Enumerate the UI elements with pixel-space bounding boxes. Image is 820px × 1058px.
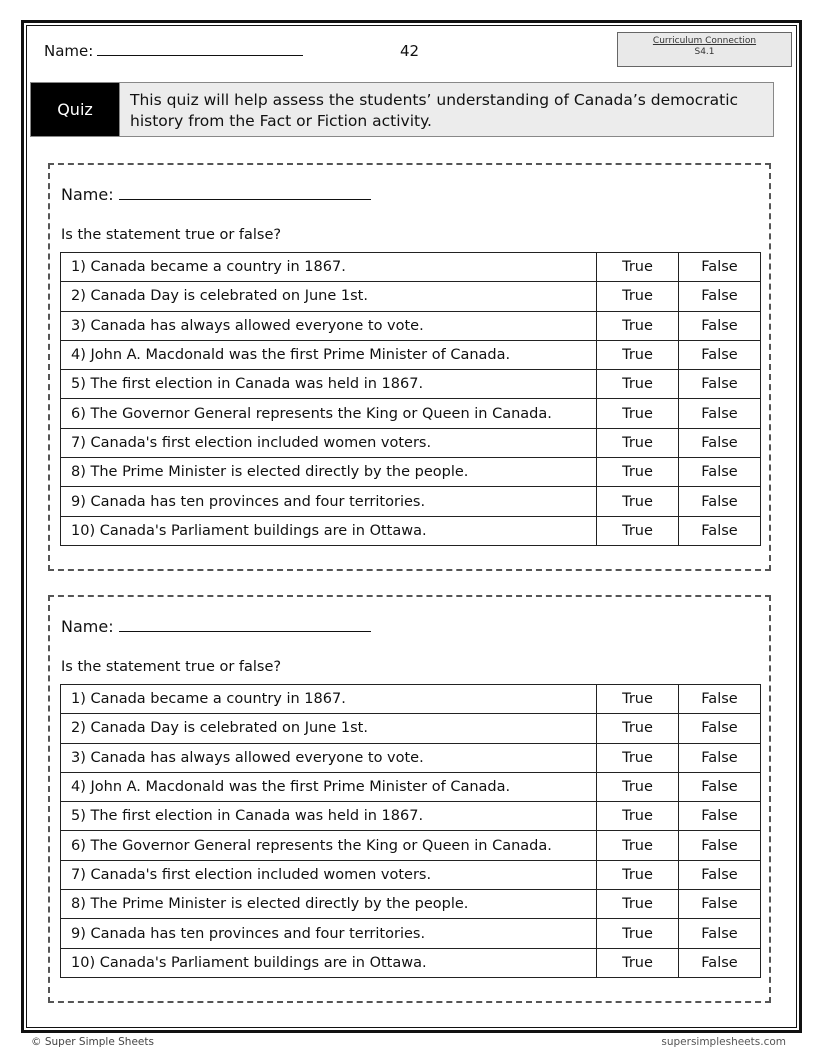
quiz-name-blank-line[interactable]: [119, 187, 371, 200]
true-option[interactable]: True: [597, 458, 679, 487]
question-row: [61, 860, 761, 889]
question-statement: 9) Canada has ten provinces and four territories.: [61, 919, 597, 948]
quiz-name-label: Name:: [61, 185, 114, 204]
question-statement: 10) Canada's Parliament buildings are in Ottawa.: [61, 948, 597, 977]
false-option[interactable]: False: [679, 253, 761, 282]
true-option[interactable]: True: [597, 743, 679, 772]
true-option[interactable]: True: [597, 772, 679, 801]
question-row: [61, 743, 761, 772]
question-statement: 7) Canada's first election included women voters.: [61, 860, 597, 889]
question-row: [61, 399, 761, 428]
false-option[interactable]: False: [679, 772, 761, 801]
question-statement: 3) Canada has always allowed everyone to vote.: [61, 311, 597, 340]
question-row: [61, 516, 761, 545]
quiz-name-field: [61, 617, 371, 636]
true-option[interactable]: True: [597, 948, 679, 977]
false-option[interactable]: False: [679, 311, 761, 340]
question-statement: 7) Canada's first election included women voters.: [61, 428, 597, 457]
false-option[interactable]: False: [679, 890, 761, 919]
true-option[interactable]: True: [597, 860, 679, 889]
quiz-copy-2: [48, 595, 771, 1003]
false-option[interactable]: False: [679, 948, 761, 977]
question-row: [61, 890, 761, 919]
question-statement: 1) Canada became a country in 1867.: [61, 685, 597, 714]
student-name-field: [44, 42, 303, 60]
question-statement: 4) John A. Macdonald was the first Prime Minister of Canada.: [61, 340, 597, 369]
name-blank-line[interactable]: [97, 43, 303, 56]
true-option[interactable]: True: [597, 311, 679, 340]
false-option[interactable]: False: [679, 919, 761, 948]
question-table: [60, 252, 761, 546]
question-statement: 8) The Prime Minister is elected directly by the people.: [61, 458, 597, 487]
curriculum-connection-title: Curriculum Connection: [652, 36, 757, 46]
question-statement: 9) Canada has ten provinces and four territories.: [61, 487, 597, 516]
question-statement: 6) The Governor General represents the King or Queen in Canada.: [61, 831, 597, 860]
false-option[interactable]: False: [679, 282, 761, 311]
name-label: Name:: [44, 42, 94, 60]
question-row: [61, 487, 761, 516]
question-row: [61, 919, 761, 948]
true-option[interactable]: True: [597, 831, 679, 860]
false-option[interactable]: False: [679, 516, 761, 545]
question-statement: 5) The first election in Canada was held in 1867.: [61, 370, 597, 399]
quiz-name-label: Name:: [61, 617, 114, 636]
question-row: [61, 685, 761, 714]
true-option[interactable]: True: [597, 685, 679, 714]
true-option[interactable]: True: [597, 714, 679, 743]
true-option[interactable]: True: [597, 487, 679, 516]
question-row: [61, 948, 761, 977]
question-row: [61, 428, 761, 457]
false-option[interactable]: False: [679, 340, 761, 369]
question-row: [61, 802, 761, 831]
question-statement: 2) Canada Day is celebrated on June 1st.: [61, 282, 597, 311]
question-statement: 6) The Governor General represents the King or Queen in Canada.: [61, 399, 597, 428]
quiz-name-field: [61, 185, 371, 204]
quiz-label: Quiz: [31, 83, 119, 136]
copyright-text: © Super Simple Sheets: [31, 1036, 154, 1048]
question-row: [61, 714, 761, 743]
question-row: [61, 772, 761, 801]
false-option[interactable]: False: [679, 685, 761, 714]
false-option[interactable]: False: [679, 428, 761, 457]
website-text: supersimplesheets.com: [661, 1036, 786, 1048]
question-statement: 5) The first election in Canada was held in 1867.: [61, 802, 597, 831]
true-option[interactable]: True: [597, 919, 679, 948]
true-option[interactable]: True: [597, 516, 679, 545]
question-row: [61, 282, 761, 311]
quiz-name-blank-line[interactable]: [119, 619, 371, 632]
curriculum-connection-box: [617, 32, 792, 67]
false-option[interactable]: False: [679, 370, 761, 399]
question-statement: 2) Canada Day is celebrated on June 1st.: [61, 714, 597, 743]
curriculum-code: S4.1: [694, 47, 715, 57]
question-row: [61, 311, 761, 340]
false-option[interactable]: False: [679, 399, 761, 428]
question-row: [61, 340, 761, 369]
true-option[interactable]: True: [597, 370, 679, 399]
true-option[interactable]: True: [597, 253, 679, 282]
quiz-copy-1: [48, 163, 771, 571]
false-option[interactable]: False: [679, 802, 761, 831]
true-option[interactable]: True: [597, 802, 679, 831]
false-option[interactable]: False: [679, 831, 761, 860]
question-statement: 3) Canada has always allowed everyone to vote.: [61, 743, 597, 772]
question-row: [61, 370, 761, 399]
false-option[interactable]: False: [679, 458, 761, 487]
quiz-instruction: Is the statement true or false?: [61, 659, 282, 675]
quiz-description: This quiz will help assess the students’ understanding of Canada’s democratic history from the Fact or Fiction activity.: [119, 83, 773, 136]
question-row: [61, 253, 761, 282]
true-option[interactable]: True: [597, 890, 679, 919]
question-statement: 10) Canada's Parliament buildings are in Ottawa.: [61, 516, 597, 545]
false-option[interactable]: False: [679, 860, 761, 889]
false-option[interactable]: False: [679, 714, 761, 743]
true-option[interactable]: True: [597, 428, 679, 457]
false-option[interactable]: False: [679, 487, 761, 516]
page-number: 42: [400, 42, 420, 60]
false-option[interactable]: False: [679, 743, 761, 772]
true-option[interactable]: True: [597, 399, 679, 428]
question-row: [61, 458, 761, 487]
question-table: [60, 684, 761, 978]
question-statement: 4) John A. Macdonald was the first Prime Minister of Canada.: [61, 772, 597, 801]
quiz-header: [30, 82, 774, 137]
question-statement: 1) Canada became a country in 1867.: [61, 253, 597, 282]
true-option[interactable]: True: [597, 340, 679, 369]
question-row: [61, 831, 761, 860]
question-statement: 8) The Prime Minister is elected directly by the people.: [61, 890, 597, 919]
true-option[interactable]: True: [597, 282, 679, 311]
quiz-instruction: Is the statement true or false?: [61, 227, 282, 243]
